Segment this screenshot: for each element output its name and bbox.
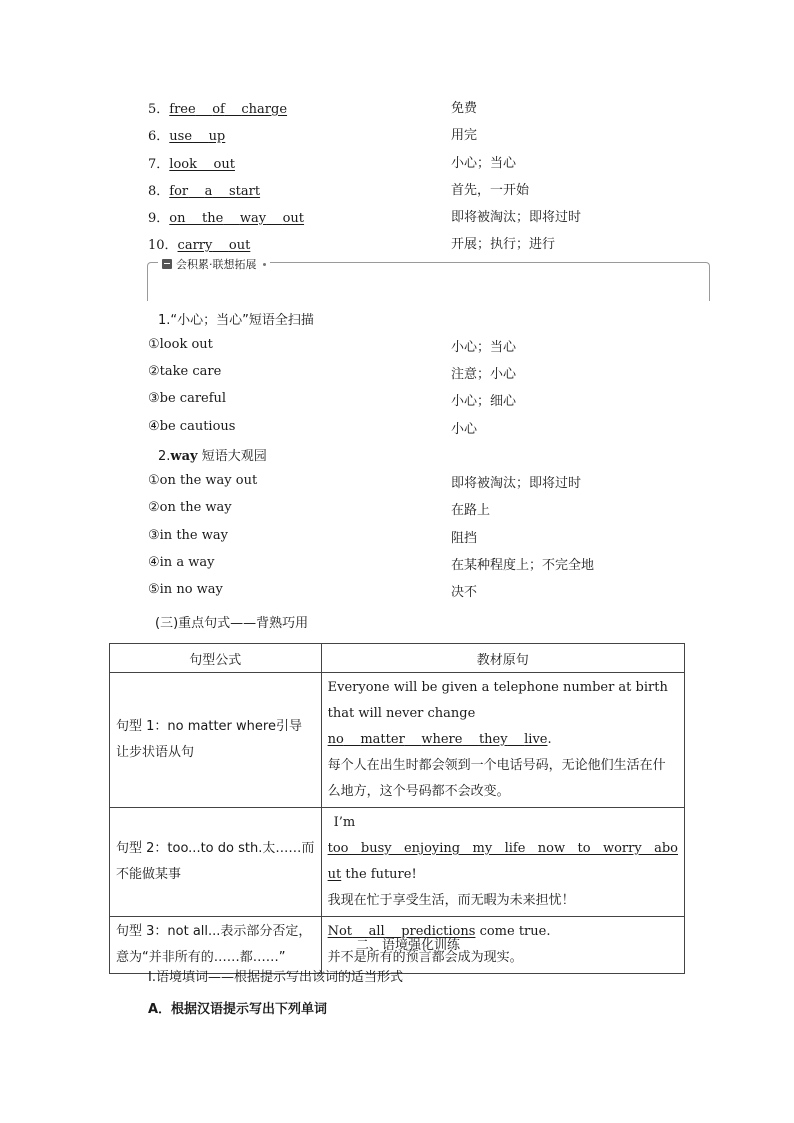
expand-item-zh: 在路上	[451, 503, 491, 518]
phrase-text: on the way out	[169, 211, 305, 226]
table-header-formula: 句型公式	[110, 644, 322, 673]
expand-heading-2: 2.way 短语大观园	[158, 449, 267, 464]
expand-heading-1: 1.“小心；当心”短语全扫描	[158, 313, 314, 328]
phrase-meaning-5: 免费	[451, 101, 478, 116]
part2-subtitle: Ⅰ.语境填词——根据提示写出该词的适当形式	[148, 970, 403, 985]
expand-item-en: ②on the way	[148, 500, 232, 515]
phrase-row-5	[148, 98, 287, 117]
phrase-text: free of charge	[169, 102, 288, 117]
expand-item-en: ④in a way	[148, 555, 215, 570]
phrase-text: look out	[169, 157, 235, 172]
expand-item-zh: 注意；小心	[451, 367, 517, 382]
expand-item-en: ①look out	[148, 337, 213, 352]
formula-cell: 句型 3：not all...表示部分否定，意为“并非所有的……都……”	[110, 917, 322, 974]
phrase-row-9	[148, 207, 304, 226]
phrase-text: carry out	[177, 238, 251, 253]
expand-item-zh: 即将被淘汰；即将过时	[451, 476, 582, 491]
expand-item-zh: 小心；当心	[451, 340, 517, 355]
phrase-meaning-6: 用完	[451, 128, 478, 143]
expand-item-zh: 小心	[451, 422, 478, 437]
formula-cell: 句型 2：too...to do sth.太……而不能做某事	[110, 808, 322, 917]
phrase-row-8	[148, 180, 260, 199]
phrase-text: for a start	[169, 184, 261, 199]
table-header-source: 教材原句	[321, 644, 684, 673]
source-cell: Not all predictions come true. 并不是所有的预言都会成为现实。	[321, 917, 684, 974]
expand-item-en: ④be cautious	[148, 419, 236, 434]
sentence-section-title: (三)重点句式——背熟巧用	[155, 616, 309, 631]
expand-item-en: ①on the way out	[148, 473, 258, 488]
expand-item-en: ②take care	[148, 364, 222, 379]
expand-item-zh: 在某种程度上；不完全地	[451, 558, 595, 573]
phrase-text: use up	[169, 129, 226, 144]
phrase-number: 7．	[148, 157, 170, 172]
bullet-dot-icon	[263, 263, 266, 266]
phrase-row-10	[148, 234, 250, 253]
expand-item-zh: 小心；细心	[451, 394, 517, 409]
expand-item-en: ③in the way	[148, 528, 228, 543]
phrase-meaning-8: 首先，一开始	[451, 183, 530, 198]
table-header-row	[110, 644, 685, 673]
phrase-row-7	[148, 153, 235, 172]
sentence-table	[109, 643, 685, 974]
expand-item-en: ③be careful	[148, 391, 227, 406]
expand-item-en: ⑤in no way	[148, 582, 223, 597]
part2-title: 二、语境强化训练	[356, 938, 461, 953]
phrase-number: 8．	[148, 184, 170, 199]
table-row	[110, 808, 685, 917]
expand-item-zh: 决不	[451, 585, 478, 600]
source-cell: Everyone will be given a telephone number at birth that will never change no matter where they live. 每个人在出生时都会领到一个电话号码，无论他们生活在什么地方，这个号码都不会改变。	[321, 673, 684, 808]
table-row	[110, 673, 685, 808]
phrase-number: 6．	[148, 129, 170, 144]
phrase-number: 5．	[148, 102, 170, 117]
expand-item-zh: 阻挡	[451, 531, 478, 546]
section-icon	[162, 259, 172, 269]
section-label: 会积累·联想拓展	[158, 256, 270, 272]
phrase-meaning-9: 即将被淘汰；即将过时	[451, 210, 582, 225]
phrase-number: 10．	[148, 238, 178, 253]
phrase-row-6	[148, 125, 225, 144]
formula-cell: 句型 1：no matter where引导让步状语从句	[110, 673, 322, 808]
phrase-number: 9．	[148, 211, 170, 226]
source-cell: I’m too busy enjoying my life now to worry abo ut the future! 我现在忙于享受生活，而无暇为未来担忧！	[321, 808, 684, 917]
phrase-meaning-10: 开展；执行；进行	[451, 237, 556, 252]
phrase-meaning-7: 小心；当心	[451, 156, 517, 171]
part2-section-a: A．根据汉语提示写出下列单词	[148, 1002, 328, 1017]
